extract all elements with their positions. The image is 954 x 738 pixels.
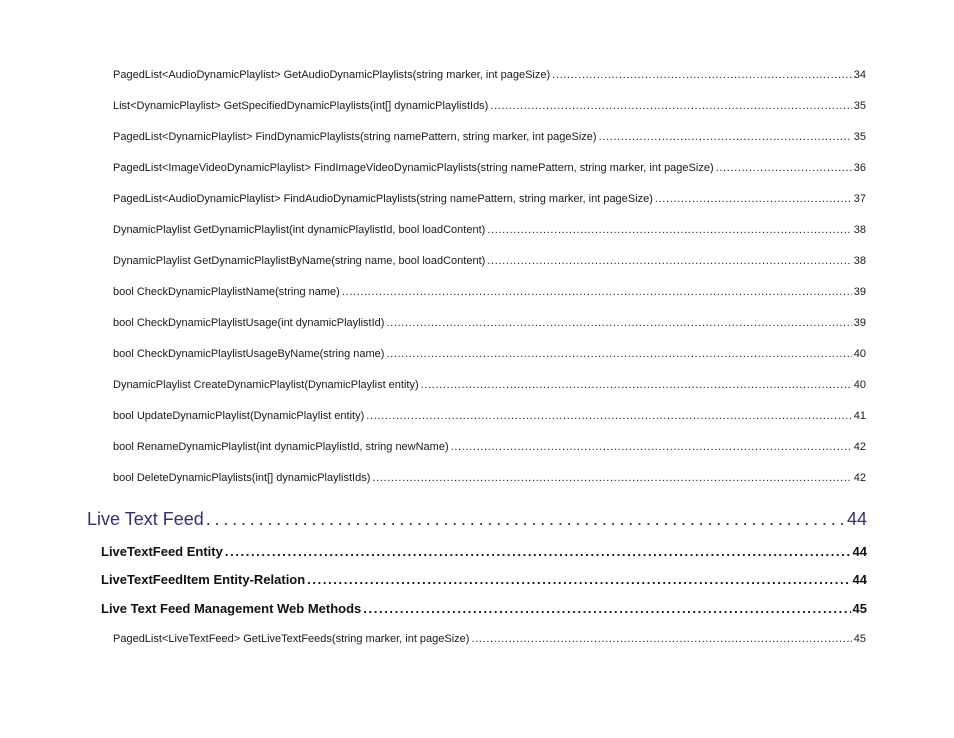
toc-subsection-page: 44: [852, 572, 867, 587]
toc-leader-dots: [451, 441, 852, 453]
toc-entry-page: 40: [853, 379, 866, 391]
toc-leader-dots: [471, 633, 851, 645]
toc-entry-title: PagedList<ImageVideoDynamicPlaylist> FindImageVideoDynamicPlaylists(string namePattern, string marker, int pageSize): [113, 162, 714, 174]
toc-entry-title: bool CheckDynamicPlaylistUsageByName(string name): [113, 348, 385, 360]
toc-entry[interactable]: [113, 286, 866, 302]
toc-entry[interactable]: [113, 410, 866, 426]
toc-section-heading[interactable]: [87, 509, 867, 533]
toc-leader-dots: [386, 317, 851, 329]
toc-subsection-page: 44: [852, 544, 867, 559]
toc-leader-dots: [363, 601, 850, 616]
toc-entry[interactable]: [113, 193, 866, 209]
toc-subsection-title: LiveTextFeedItem Entity-Relation: [101, 572, 306, 587]
toc-entry[interactable]: [113, 69, 866, 85]
toc-section-page: 44: [846, 509, 867, 529]
toc-leader-dots: [716, 162, 852, 174]
toc-entry[interactable]: [113, 379, 866, 395]
toc-entry[interactable]: [113, 131, 866, 147]
toc-subsection[interactable]: [101, 601, 867, 619]
toc-leader-dots: [487, 224, 851, 236]
toc-entry-title: bool UpdateDynamicPlaylist(DynamicPlaylist entity): [113, 410, 365, 422]
toc-entry-page: 40: [853, 348, 866, 360]
toc-entry-page: 41: [853, 410, 866, 422]
toc-leader-dots: [599, 131, 852, 143]
toc-entry-page: 42: [853, 441, 866, 453]
toc-entry-title: bool CheckDynamicPlaylistUsage(int dynamicPlaylistId): [113, 317, 385, 329]
toc-subsection[interactable]: [101, 572, 867, 590]
toc-subsection-page: 45: [852, 601, 867, 616]
toc-entry[interactable]: [113, 472, 866, 488]
toc-entry[interactable]: [113, 317, 866, 333]
toc-entry-title: PagedList<DynamicPlaylist> FindDynamicPlaylists(string namePattern, string marker, int pageSize): [113, 131, 597, 143]
toc-leader-dots: [490, 100, 851, 112]
toc-subsection[interactable]: [101, 544, 867, 562]
toc-entry[interactable]: [113, 633, 866, 649]
toc-entry-page: 38: [853, 255, 866, 267]
toc-entry-title: bool DeleteDynamicPlaylists(int[] dynamicPlaylistIds): [113, 472, 371, 484]
toc-entry-page: 45: [853, 633, 866, 645]
toc-entry[interactable]: [113, 348, 866, 364]
toc-entry[interactable]: [113, 224, 866, 240]
toc-leader-dots: [366, 410, 851, 422]
toc-entry[interactable]: [113, 162, 866, 178]
toc-entry-page: 37: [853, 193, 866, 205]
toc-entry[interactable]: [113, 441, 866, 457]
toc-leader-dots: [225, 544, 851, 559]
toc-entry[interactable]: [113, 100, 866, 116]
toc-entry-title: PagedList<AudioDynamicPlaylist> GetAudioDynamicPlaylists(string marker, int pageSize): [113, 69, 551, 81]
toc-leader-dots: [307, 572, 850, 587]
toc-leader-dots: [386, 348, 851, 360]
toc-entry-page: 35: [853, 131, 866, 143]
toc-leader-dots: [372, 472, 851, 484]
toc-entry-title: bool CheckDynamicPlaylistName(string name): [113, 286, 340, 298]
toc-entry-title: DynamicPlaylist CreateDynamicPlaylist(DynamicPlaylist entity): [113, 379, 419, 391]
toc-entry-title: DynamicPlaylist GetDynamicPlaylist(int dynamicPlaylistId, bool loadContent): [113, 224, 486, 236]
toc-entry-title: List<DynamicPlaylist> GetSpecifiedDynamicPlaylists(int[] dynamicPlaylistIds): [113, 100, 489, 112]
toc-entry[interactable]: [113, 255, 866, 271]
toc-entry-title: PagedList<LiveTextFeed> GetLiveTextFeeds(string marker, int pageSize): [113, 633, 470, 645]
toc-entry-page: 35: [853, 100, 866, 112]
toc-entry-title: DynamicPlaylist GetDynamicPlaylistByName(string name, bool loadContent): [113, 255, 486, 267]
toc-entry-page: 38: [853, 224, 866, 236]
toc-leader-dots: [206, 509, 845, 530]
toc-entry-title: PagedList<AudioDynamicPlaylist> FindAudioDynamicPlaylists(string namePattern, string marker, int pageSize): [113, 193, 653, 205]
toc-leader-dots: [342, 286, 852, 298]
toc-entry-page: 39: [853, 317, 866, 329]
toc-leader-dots: [552, 69, 852, 81]
toc-entry-page: 34: [853, 69, 866, 81]
toc-section-title: Live Text Feed: [87, 509, 204, 529]
toc-entry-page: 36: [853, 162, 866, 174]
toc-leader-dots: [487, 255, 851, 267]
toc-leader-dots: [655, 193, 852, 205]
toc-entry-page: 39: [853, 286, 866, 298]
toc-subsection-title: LiveTextFeed Entity: [101, 544, 223, 559]
toc-subsection-title: Live Text Feed Management Web Methods: [101, 601, 362, 616]
toc-entry-title: bool RenameDynamicPlaylist(int dynamicPlaylistId, string newName): [113, 441, 449, 453]
toc-leader-dots: [421, 379, 852, 391]
toc-entry-page: 42: [853, 472, 866, 484]
